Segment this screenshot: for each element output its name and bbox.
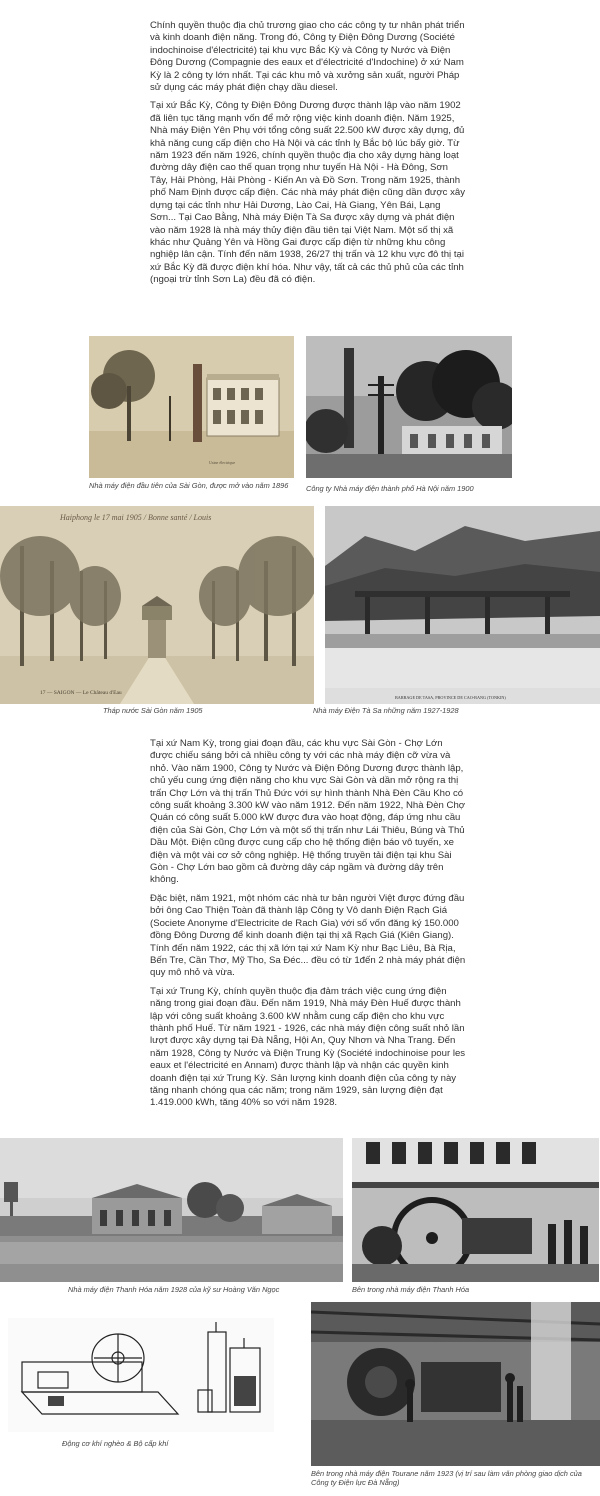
postcard-handwriting: Haiphong le 17 mai 1905 / Bonne santé / Louis [60,513,212,522]
paragraph: Tại xứ Bắc Kỳ, Công ty Điện Đông Dương được thành lập vào năm 1902 đã liên tục tăng mạnh vốn để mở rộng việc kinh doanh điện. Năm 1925, Nhà máy Điện Yên Phụ với tổng công suất 22.500 kW được xây dựng, đủ khả năng cung cấp điện cho Hà Nội và các tỉnh lỵ Bắc bộ lúc bấy giờ. Từ năm 1923 đến năm 1926, chính quyền thuộc địa cho xây dựng hàng loạt đường dây điện cao thế quan trọng như tuyến Hà Nội - Hà Đông, Sơn Tây, Hải Phòng, Hải Phòng - Kiến An và Đồ Sơn. Trong năm 1925, thành phố Nam Định được cấp điện. Các nhà máy phát điện cũng dần được xây dựng tại các tỉnh như Hải Dương, Lào Cai, Hà Giang, Yên Bái, Lạng Sơn... Tại Cao Bằng, Nhà máy Điện Tà Sa được xây dựng và phát điện vào năm 1928 là nhà máy thủy điện đầu tiên tại Việt Nam. Một số thị xã khác như Quảng Yên và Hồng Gai được cấp điện từ những khu công nghiệp lân cận. Tính đến năm 1938, 26/27 thị trấn và 12 khu vực đô thị tại xứ Bắc Kỳ đã được điện khí hóa. Như vậy, tất cả các thủ phủ của các tỉnh (ngoại trừ tỉnh Sơn La) đều đã có điện. [150,100,466,286]
south-central-text [150,738,468,1116]
paragraph: Đặc biệt, năm 1921, một nhóm các nhà tư bản người Việt được đứng đầu bởi ông Cao Thiện Toàn đã thành lập Công ty Vô danh Điện Rạch Giá (Societe Anonyme d'Electricite de Rach Gia) với số vốn đăng ký 150.000 đồng Đông Dương để kinh doanh điện tại thị xã Rạch Giá (Kiên Giang). Tính đến năm 1922, các thị xã lớn tại xứ Nam Kỳ như Bạc Liêu, Bà Rịa, Bến Tre, Cần Thơ, Mỹ Tho, Sa Đéc... đều có từ 1đến 2 nhà máy phát điện quy mô nhỏ và vừa. [150,892,466,979]
intro-text [150,20,468,293]
photo-caption: Nhà máy Điện Tà Sa những năm 1927-1928 [313,706,459,715]
photo-engine-diagram [8,1318,274,1432]
photo-caption: Động cơ khí nghèo & Bộ cấp khí [62,1439,169,1448]
photo-caption: Bên trong nhà máy điện Thanh Hóa [352,1285,470,1294]
photo-saigon-power-plant [89,336,294,478]
postcard-text: 17 — SAIGON — Le Château d'Eau [40,690,122,696]
photo-caption: Công ty Nhà máy điện thành phố Hà Nội năm 1900 [306,484,474,493]
photo-ta-sa-plant [325,506,600,704]
photo-hanoi-power-plant [306,336,512,478]
postcard-text: BARRAGE DE TASA, PROVINCE DE CAO-BANG (TONKIN) [395,695,506,700]
photo-caption: Tháp nước Sài Gòn năm 1905 [103,706,203,715]
paragraph: Tại xứ Nam Kỳ, trong giai đoạn đầu, các khu vực Sài Gòn - Chợ Lớn được chiếu sáng bởi cả nhiều công ty với các nhà máy điện cỡ vừa và nhỏ. Vào năm 1900, Công ty Nước và Điện Đông Dương được thành lập, chủ yếu cung ứng điện năng cho khu vực Sài Gòn và dần mở rộng ra thị trấn Chợ Lớn và thị trấn Thủ Đức với sự hình thành Nhà Đèn Cầu Kho có công suất khoảng 3.300 kW vào năm 1912. Đến năm 1922, Nhà Đèn Chợ Quán có công suất 5.000 kW được đưa vào hoạt động, đáp ứng nhu cầu điện của Sài Gòn, Chợ Lớn và một số thị trấn như Lái Thiêu, Búng và Thủ Dầu Một. Điện cũng được cung cấp cho hệ thống điện báo vô tuyến, xe điện và một vài cơ sở công nghiệp. Hệ thống truyền tải điện tại khu Sài Gòn - Chợ Lớn bao gồm cả đường dây cáp ngầm và đường dây trên không. [150,738,466,886]
photo-caption: Nhà máy điện Thanh Hóa năm 1928 của kỹ sư Hoàng Văn Ngọc [68,1285,280,1294]
photo-caption: Bên trong nhà máy điện Tourane năm 1923 (vị trí sau làm văn phòng giao dịch của Công ty Điện lực Đà Nẵng) [311,1469,582,1487]
photo-tourane-interior [311,1302,600,1466]
postcard-text: Usine électrique [209,460,236,465]
paragraph: Tại xứ Trung Kỳ, chính quyền thuộc địa đảm trách việc cung ứng điện năng trong giai đoạn đầu. Đến năm 1919, Nhà máy Đèn Huế được thành lập với công suất khoảng 3.600 kW nhằm cung cấp điện cho khu vực thành phố Huế. Từ năm 1921 - 1926, các nhà máy điện công suất nhỏ lần lượt được xây dựng tại Đà Nẵng, Hội An, Quy Nhơn và Nha Trang. Đến năm 1928, Công ty Nước và Điện Trung Kỳ (Société indochinoise pour les eaux et l'électricité en Annam) được thành lập và nhận các quyền kinh doanh điện tại xứ Trung Kỳ. Sản lượng kinh doanh điện của công ty này tăng nhanh chóng qua các năm; trong năm 1929, sản lượng điện đạt 1.419.000 kWh, tăng 40% so với năm 1928. [150,985,466,1109]
paragraph: Chính quyền thuộc địa chủ trương giao cho các công ty tư nhân phát triển và kinh doanh điện năng. Trong đó, Công ty Điện Đông Dương (Société indochinoise d'électricité) tại khu vực Bắc Kỳ và Công ty Nước và Điện Đông Dương (Compagnie des eaux et d'électricité d'Indochine) ở xứ Nam Kỳ là 2 công ty lớn nhất. Tại các khu mỏ và xưởng sản xuất, người Pháp sử dụng các máy phát điện chạy dầu diesel. [150,20,465,94]
photo-thanh-hoa-interior [352,1138,599,1282]
photo-saigon-water-tower [0,506,314,704]
photo-thanh-hoa-plant [0,1138,343,1282]
photo-caption: Nhà máy điện đầu tiên của Sài Gòn, được mở vào năm 1896 [89,481,289,490]
